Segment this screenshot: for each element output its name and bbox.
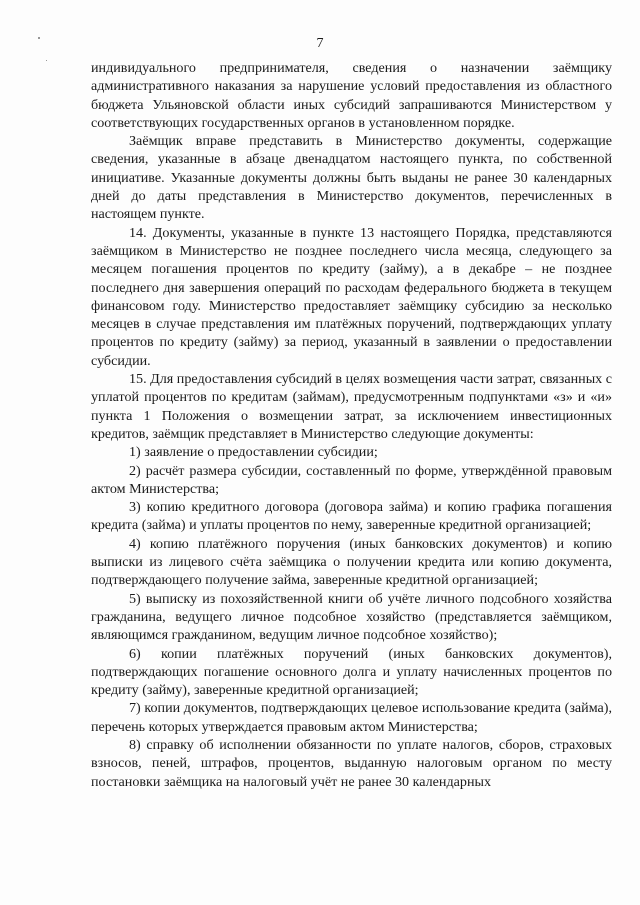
list-item: 3) копию кредитного договора (договора займа) и копию графика погашения кредита (займа) и уплаты процентов по нему, заверенные кредитной организацией; [91,499,612,534]
paragraph-item-14: 14. Документы, указанные в пункте 13 настоящего Порядка, представляются заёмщиком в Министерство не позднее последнего числа месяца, следующего за месяцем погашения процентов по кредиту (займу), а в декабре – не позднее последнего дня завершения операций по расходам федерального бюджета в текущем финансовом году. Министерство предоставляет заёмщику субсидию за несколько месяцев в случае представления им платёжных поручений, подтверждающих уплату процентов по кредиту (займу) за период, указанный в заявлении о предоставлении субсидии. [91,224,612,369]
list-item: 4) копию платёжного поручения (иных банковских документов) и копию выписки из лицевого счёта заёмщика о получении кредита или копию документа, подтверждающего получение займа, заверенные кредитной организацией; [91,535,612,589]
list-item: 2) расчёт размера субсидии, составленный по форме, утверждённой правовым актом Министерства; [91,462,612,497]
paragraph: индивидуального предпринимателя, сведения о назначении заёмщику административного наказания за нарушение условий предоставления из областного бюджета Ульяновской области иных субсидий запрашиваются Министерством у соответствующих государственных органов в установленном порядке. [91,60,612,131]
list-item: 5) выписку из похозяйственной книги об учёте личного подсобного хозяйства гражданина, ведущего личное подсобное хозяйство (представляется заёмщиком, являющимся гражданином, ведущим личное подсобное хозяйство); [91,590,612,644]
list-item: 7) копии документов, подтверждающих целевое использование кредита (займа), перечень которых утверждается правовым актом Министерства; [91,700,612,735]
document-body [91,59,612,791]
paragraph-item-15: 15. Для предоставления субсидий в целях возмещения части затрат, связанных с уплатой процентов по кредитам (займам), предусмотренным подпунктами «з» и «и» пункта 1 Положения о возмещении затрат, за исключением инвестиционных кредитов, заёмщик представляет в Министерство следующие документы: [91,371,612,442]
list-item: 1) заявление о предоставлении субсидии; [129,444,378,461]
page-number: 7 [316,36,324,51]
list-item: 6) копии платёжных поручений (иных банковских документов), подтверждающих погашение основного долга и уплату начисленных процентов по кредиту (займу), заверенные кредитной организацией; [91,645,612,699]
scan-speck [46,60,47,61]
list-item: 8) справку об исполнении обязанности по уплате налогов, сборов, страховых взносов, пеней, штрафов, процентов, выданную налоговым органом по месту постановки заёмщика на налоговый учёт не ранее 30 календарных [91,736,612,790]
paragraph: Заёмщик вправе представить в Министерство документы, содержащие сведения, указанные в абзаце двенадцатом настоящего пункта, по собственной инициативе. Указанные документы должны быть выданы не ранее 30 календарных дней до даты представления в Министерство документов, перечисленных в настоящем пункте. [91,133,612,223]
